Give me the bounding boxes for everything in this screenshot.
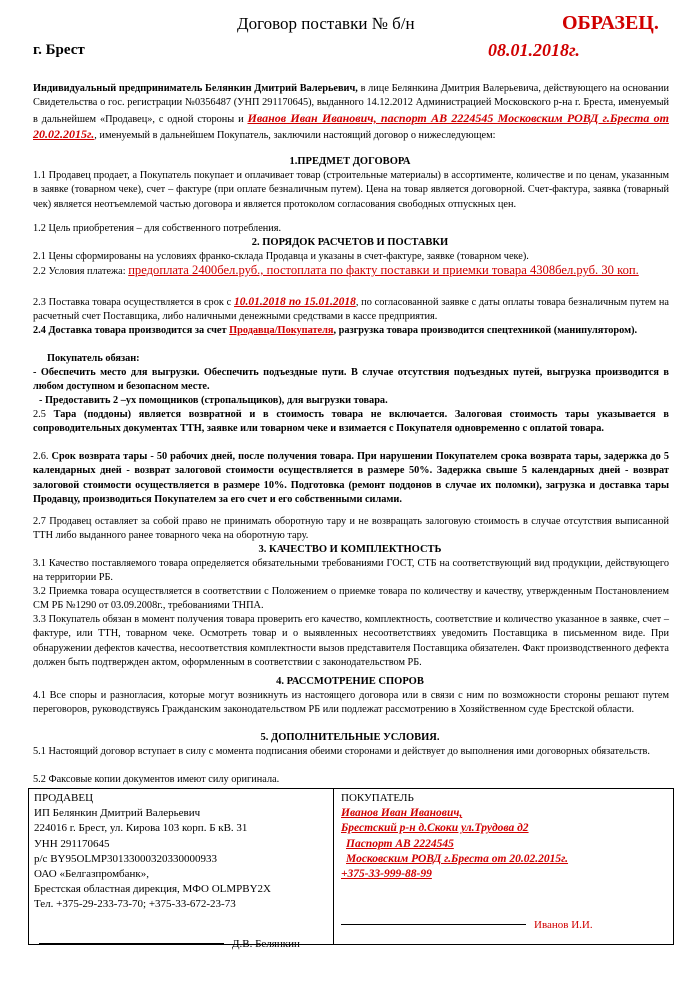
- clause-2-2-prefix: 2.2 Условия платежа:: [33, 266, 129, 277]
- buyer-signature: [341, 918, 673, 933]
- seller-details: [29, 789, 334, 950]
- clause-2-6-prefix: 2.6.: [33, 451, 52, 462]
- section-1-title: 1.ПРЕДМЕТ ДОГОВОРА: [289, 156, 411, 167]
- buyer-details: Иванов Иван Иванович, паспорт АВ 2224545 Московским РОВД г.Бреста от 20.02.2015г.: [33, 110, 669, 142]
- seller-signature-line: [39, 943, 224, 944]
- clause-4-1: 4.1 Все споры и разногласия, которые могут возникнуть из настоящего договора или в связи с ним по возможности стороны решают путем переговоров, руководствуясь Гражданским законодательством РБ или подлежат рассмотрению в Хозяйственном суде Брестской области.: [33, 690, 669, 716]
- clause-5-2: 5.2 Факсовые копии документов имеют силу оригинала.: [33, 774, 280, 785]
- buyer-address: Брестский р-н д.Скоки ул.Трудова д2: [341, 822, 529, 835]
- clause-2-5: [33, 408, 669, 437]
- clause-1-2: 1.2 Цель приобретения – для собственного потребления.: [33, 223, 282, 234]
- buyer-name: Иванов Иван Иванович,: [341, 807, 463, 820]
- buyer-obliged: Покупатель обязан:: [47, 353, 140, 364]
- clause-3-1: 3.1 Качество поставляемого товара определяется обязательными требованиями ГОСТ, СТБ на соответствующий вид продукции, действующего на территории РБ.: [33, 558, 669, 584]
- obligation-1: - Обеспечить место для выгрузки. Обеспечить подъездные пути. В случае отсутствия подъездных путей, выгрузка производится в любом доступном и безопасном месте.: [33, 367, 669, 393]
- clause-1-1: 1.1 Продавец продает, а Покупатель покупает и оплачивает товар (строительные материалы) в ассортименте, количестве и по ценам, указанным в заявке (товарном чеке), счет – фактуре (при оплате безналичным путем). Цена на товар является договорной. Счет-фактура, заявка (товарный чек) является неотъемлемой частью договора и является протоколом согласования свободных отпускных цен.: [33, 170, 669, 210]
- clause-2-5-text: Тара (поддоны) является возвратной и в стоимость товара не включается. Залоговая стоимость тары указывается в сопроводительных документах ТТН, заявке или товарном чеке и взимается с Покупателя одновременно с оплатой товара.: [33, 409, 669, 435]
- seller-address: 224016 г. Брест, ул. Кирова 103 корп. Б кВ. 31: [34, 822, 248, 835]
- city: г. Брест: [33, 42, 85, 58]
- seller-heading: ПРОДАВЕЦ: [34, 792, 94, 804]
- preamble-end: , именуемый в дальнейшем Покупатель, заключили настоящий договор о нижеследующем:: [94, 130, 496, 142]
- obligation-2: - Предоставить 2 –ух помощников (стропальщиков), для выгрузки товара.: [39, 395, 388, 406]
- clause-2-4: [33, 324, 669, 338]
- seller-bank-branch: Брестская областная дирекция, МФО OLMPBY2X: [34, 883, 271, 896]
- seller-unp: УНН 291170645: [34, 837, 110, 850]
- preamble-text: в лице Белянкина Дмитрия Валерьевича, действующего на основании Свидетельства о гос. регистрации №0356487 (УНП 291170645), выданного 14.12.2012 Администрацией Московского р-на г. Бреста, именуемый в дальнейшем «Продавец», с одной стороны и: [33, 83, 670, 125]
- clause-2-6: [33, 450, 669, 508]
- clause-3-2: 3.2 Приемка товара осуществляется в соответствии с Положением о приемке товара по количеству и качеству, утвержденным Постановлением СМ РБ №1290 от 03.09.2008г., требованиями ТНПА.: [33, 586, 669, 612]
- clause-2-6-text: Срок возврата тары - 50 рабочих дней, после получения товара. При нарушении Покупателем срока возврата тары, задержка до 5 календарных дней - возврат залоговой стоимости осуществляется в размере 50%. Задержка свыше 5 календарных дней - возврат залоговой стоимости осуществляется в размере 10%. Подготовка (ремонт поддонов в случае их поломки), загрузка и доставка тары Продавцу, производиться Покупателем за его счет и его собственными силами.: [33, 451, 669, 506]
- buyer-details-block: [334, 789, 673, 944]
- clause-2-4-prefix: 2.4 Доставка товара производится за счет: [33, 325, 230, 336]
- clause-2-1: 2.1 Цены сформированы на условиях франко-склада Продавца и указаны в счет-фактуре, заявке (товарном чеке).: [33, 251, 529, 262]
- section-2-title: 2. ПОРЯДОК РАСЧЕТОВ И ПОСТАВКИ: [251, 237, 449, 248]
- buyer-signature-name: Иванов И.И.: [534, 919, 593, 932]
- buyer-phone: +375-33-999-88-99: [341, 868, 432, 881]
- seller-signature: [39, 937, 333, 952]
- signature-table: [28, 788, 674, 950]
- clause-3-3: 3.3 Покупатель обязан в момент получения товара проверить его качество, комплектность, соответствие и количество указанное в заявке, счет – фактуре, или ТТН, товарном чеке. Осмотреть товар и о выявленных несоответствиях уведомить Поставщика в письменном виде. При обнаружении дефектов качества, несоответствия комплектности вызов представителя Поставщика обязателен. Факт производственного дефекта должен быть подтвержден актом, оформленным в соответствии с законодательством РБ.: [33, 614, 669, 669]
- clause-2-4-rest: , разгрузка товара производится спецтехникой (манипулятором).: [333, 325, 638, 336]
- delivery-dates: 10.01.2018 по 15.01.2018: [234, 296, 356, 308]
- clause-2-2: [33, 263, 669, 279]
- section-5-title: 5. ДОПОЛНИТЕЛЬНЫЕ УСЛОВИЯ.: [260, 732, 440, 743]
- seller-bank: ОАО «Белгазпромбанк»,: [34, 868, 150, 881]
- section-4-title: 4. РАССМОТРЕНИЕ СПОРОВ: [276, 676, 424, 687]
- buyer-passport: Паспорт АВ 2224545: [346, 837, 454, 850]
- clause-2-3-rest: , по согласованной заявке с даты оплаты товара безналичным путем на расчетный счет Поставщика, либо наличными денежными средствами в кассе предприятия.: [33, 297, 669, 323]
- seller-name-line: ИП Белянкин Дмитрий Валерьевич: [34, 807, 201, 820]
- seller-name: Индивидуальный предприниматель Белянкин Дмитрий Валерьевич,: [33, 83, 358, 94]
- delivery-party: Продавца/Покупателя: [229, 325, 334, 336]
- sample-label: ОБРАЗЕЦ.: [562, 12, 659, 34]
- seller-account: р/с BY95OLMP30133000320330000933: [34, 852, 218, 865]
- buyer-signature-line: [341, 924, 526, 925]
- clause-2-7: 2.7 Продавец оставляет за собой право не принимать оборотную тару и не возвращать залоговую стоимость в случае отсутствия выписанной ТТН либо выданного ранее товарного чека на оборотную тару.: [33, 516, 669, 542]
- preamble: [33, 82, 669, 144]
- buyer-heading: ПОКУПАТЕЛЬ: [341, 792, 414, 804]
- clause-5-1: 5.1 Настоящий договор вступает в силу с момента подписания обеими сторонами и действует до выполнения ими договорных обязательств.: [33, 746, 650, 757]
- section-3-title: 3. КАЧЕСТВО И КОМПЛЕКТНОСТЬ: [258, 544, 442, 555]
- seller-signature-name: Д.В. Белянкин: [232, 937, 300, 950]
- clause-2-3-prefix: 2.3 Поставка товара осуществляется в срок с: [33, 297, 234, 308]
- document-title: Договор поставки № б/н: [237, 14, 415, 33]
- contract-date: 08.01.2018г.: [488, 40, 580, 60]
- payment-terms: предоплата 2400бел.руб., постоплата по факту поставки и приемки товара 4308бел.руб. 30 коп.: [128, 263, 639, 277]
- seller-phone: Тел. +375-29-233-73-70; +375-33-672-23-73: [34, 898, 236, 911]
- buyer-passport-issuer: Московским РОВД г.Бреста от 20.02.2015г.: [346, 852, 569, 865]
- clause-2-3: [33, 295, 669, 325]
- clause-2-5-prefix: 2.5: [33, 409, 54, 420]
